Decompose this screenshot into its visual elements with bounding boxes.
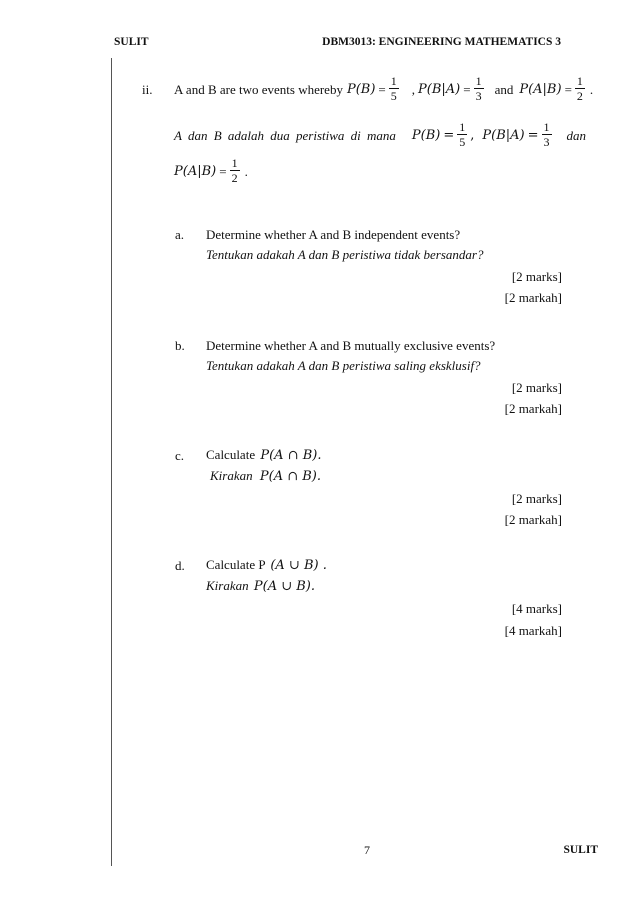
header-title: DBM3013: ENGINEERING MATHEMATICS 3 [322,36,561,48]
part-d-ms-line [206,578,315,594]
and-word: and [494,81,514,97]
part-d-en-prefix: Calculate P [206,557,266,572]
part-c-marks: [2 marks] [511,491,562,506]
question-ms-line: A dan B adalah dua peristiwa di mana P(B) = $\frac{1}{5}$ , P(B|A) = $\frac{1}{3}$ dan [174,120,587,149]
ms-pab-lhs: P(A|B) [174,164,217,179]
question-en-lead: A and B are two events whereby [174,81,343,97]
left-margin-rule [111,58,112,866]
part-b-marks: [2 marks] [511,380,562,395]
part-c-en-prefix: Calculate [206,447,256,462]
part-c-markah: [2 markah] [504,512,562,527]
part-a-letter: a. [175,227,185,242]
pab-lhs: P(A|B) [519,82,562,97]
part-b-markah: [2 markah] [504,401,562,416]
ms-pab-fraction: $\frac{1}{2}$ [231,156,238,185]
part-d-letter: d. [175,558,185,573]
part-b-letter: b. [175,338,185,353]
part-c-en-line [206,447,321,463]
part-a-markah: [2 markah] [504,290,562,305]
part-c-ms-expr: P(A ∩ B). [259,469,321,484]
question-ms-lead: A dan B adalah dua peristiwa di mana [174,127,396,143]
dan-word: dan [566,127,587,143]
part-a-marks: [2 marks] [511,269,562,284]
question-ms-line-2: P(A|B) = $\frac{1}{2}$ . [174,156,248,185]
part-c-ms-line [210,468,321,484]
part-b-ms: Tentukan adakah A dan B peristiwa saling eksklusif? [206,358,481,373]
pb-fraction: $\frac{1}{5}$ [390,74,397,103]
ms-pba-lhs: P(B|A) [482,128,525,143]
part-d-ms-expr: P(A ∪ B). [253,579,315,594]
ms-pb-fraction: $\frac{1}{5}$ [459,120,466,149]
part-c-letter: c. [175,448,185,463]
part-d-markah: [4 markah] [504,623,562,638]
part-c-en-expr: P(A ∩ B). [260,448,322,463]
part-a-en: Determine whether A and B independent events? [206,227,461,242]
ms-pb-lhs: P(B) [411,128,441,143]
part-a-ms: Tentukan adakah A dan B peristiwa tidak bersandar? [206,247,484,262]
part-d-en-line [206,557,327,573]
page-number: 7 [364,843,370,857]
header-left: SULIT [114,36,149,48]
part-d-ms-prefix: Kirakan [206,578,249,593]
pb-lhs: P(B) [346,82,376,97]
question-en-line: A and B are two events whereby P(B) = $\frac{1}{5}$ , P(B|A) = $\frac{1}{3}$ and P(A|B) = $\frac{1}{2}$ . [174,74,594,103]
footer-right: SULIT [563,844,598,856]
pba-lhs: P(B|A) [418,82,461,97]
part-b-en: Determine whether A and B mutually exclusive events? [206,338,496,353]
ms-pba-fraction: $\frac{1}{3}$ [543,120,550,149]
part-d-marks: [4 marks] [511,601,562,616]
pab-fraction: $\frac{1}{2}$ [576,74,583,103]
pba-fraction: $\frac{1}{3}$ [475,74,482,103]
part-c-ms-prefix: Kirakan [210,468,253,483]
part-d-en-expr: (A ∪ B) . [270,558,327,573]
question-number: ii. [142,82,153,97]
